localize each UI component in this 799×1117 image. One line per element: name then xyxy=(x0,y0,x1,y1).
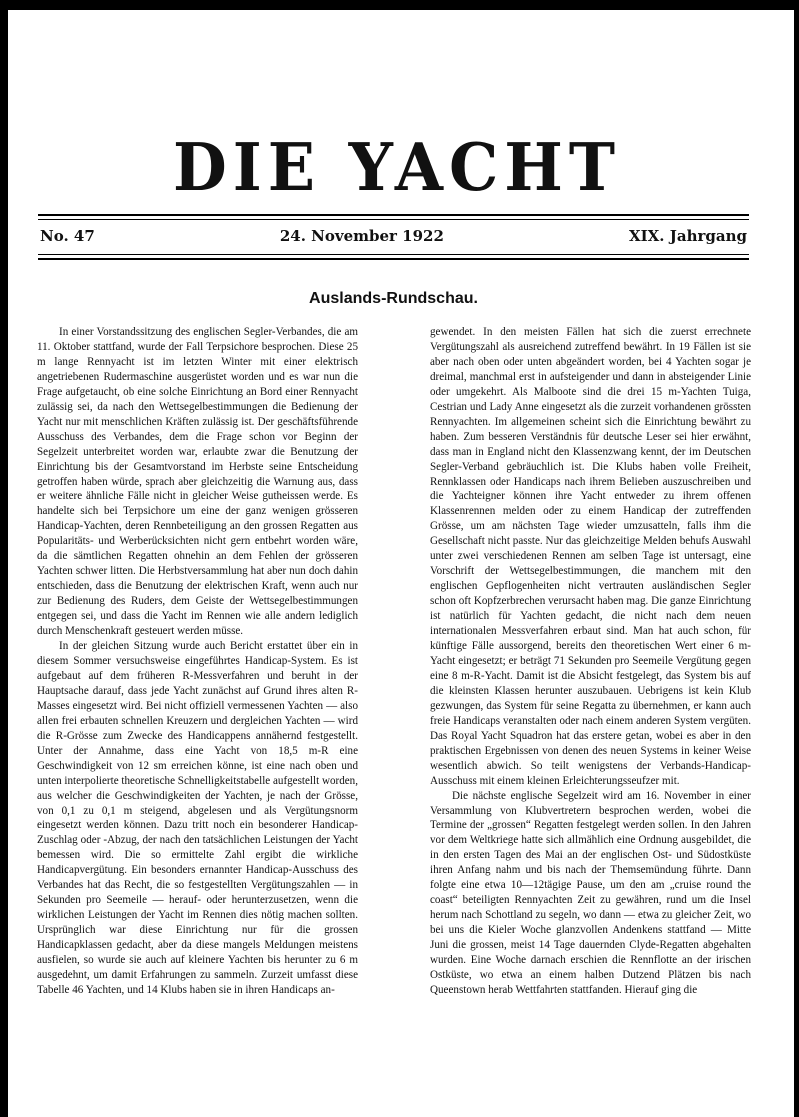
article-column-left xyxy=(37,325,358,998)
masthead-title: DIE YACHT xyxy=(172,129,622,206)
masthead-rule-top xyxy=(38,214,749,220)
article-column-right xyxy=(430,325,751,998)
scan-border-right xyxy=(794,0,799,1117)
paragraph: In der gleichen Sitzung wurde auch Bericht erstattet über ein in diesem Sommer versuchsweise eingeführtes Handicap-System. Es ist aufgebaut auf dem früheren R-Messverfahren und beruht in der Hauptsache darauf, dass jede Yacht zunächst auf Grund ihres alten R-Masses eingesetzt wird. Bei nicht offiziell vermessenen Yachten — also allen frei erbauten schnellen Kreuzern und dergleichen Yachten — wird die R-Grösse zum Zwecke des Handicappens annähernd festgestellt. Unter der Annahme, dass eine Yacht von 18,5 m-R eine Geschwindigkeit von 12 sm erreichen könne, ist eine nach oben und unten interpolierte theoretische Schnelligkeitstabelle aufgestellt worden, aus welcher die Geschwindigkeiten der Yachten, je nach der Grösse, von 0,1 zu 0,1 m steigend, abgelesen und als Vergütungsnorm eingesetzt werden können. Dazu tritt noch ein besonderer Handicap-Zuschlag oder -Abzug, der nach den tatsächlichen Leistungen der Yacht bemessen wird. Die so ermittelte Zahl ergibt die wirkliche Handicapvergütung. Ein besonders ernannter Handicap-Ausschuss des Verbandes hat das Recht, die so festgestellten Vergütungszahlen — in Sekunden pro Seemeile — herauf- oder herunterzusetzen, wenn die wirklichen Leistungen der Yacht im Rennen dies nötig machen sollten. Ursprünglich war diese Einrichtung nur für die grossen Handicapklassen gedacht, aber da diese mangels Meldungen meistens ausfielen, so wurde sie auch auf kleinere Yachten bis herunter zu 6 m ausgedehnt, um damit Erfahrungen zu sammeln. Zurzeit umfasst diese Tabelle 46 Yachten, und 14 Klubs haben sie in ihren Handicaps an- xyxy=(37,640,358,996)
paragraph: Die nächste englische Segelzeit wird am 16. November in einer Versammlung von Klubvertretern besprochen werden, wobei die Termine der „grossen“ Regatten festgelegt werden sollen. In den Jahren vor dem Weltkriege hatte sich allmählich eine Ordnung ausgebildet, die in den ersten Tagen des Mai an der englischen Ost- und Südostküste ihren Anfang nahm und bis nach der Themsemündung führte. Dann folgte eine etwa 10—12tägige Pause, um den am „cruise round the coast“ beteiligten Rennyachten Zeit zu gewähren, rund um die Insel herum nach Schottland zu segeln, wo dann — etwa zu gleicher Zeit, wo bei uns die Kieler Woche glanzvollen Andenkens stattfand — Mitte Juni die grossen, meist 14 Tage dauernden Clyde-Regatten abgehalten wurden. Eine Woche darnach erschien die Rennflotte an der irischen Ostküste, wo etwa an einem halben Dutzend Plätzen bis nach Queenstown herab Wettfahrten stattfanden. Hierauf ging die xyxy=(430,789,751,996)
scan-border-left xyxy=(0,0,8,1117)
issue-bar xyxy=(40,224,747,248)
article-title: Auslands-Rundschau. xyxy=(309,290,478,307)
scan-border-top xyxy=(0,0,799,10)
paragraph: gewendet. In den meisten Fällen hat sich die zuerst errechnete Vergütungszahl als ausreichend zutreffend bewährt. In 19 Fällen ist sie aber nach oben oder unten abgeändert worden, bei 4 Yachten sogar je dreimal, manchmal erst in aufsteigender und dann in absteigender Linie oder umgekehrt. Als Malboote sind die drei 15 m-Yachten Tuiga, Cestrian und Lady Anne eingesetzt als die zurzeit vorhandenen grössten Rennyachten. Im allgemeinen scheint sich die Einrichtung bewährt zu haben. Zum besseren Verständnis für deutsche Leser sei hier erwähnt, dass man in England nicht den Klassenzwang kennt, der im Deutschen Segler-Verband gebräuchlich ist. Die Klubs haben volle Freiheit, Rennklassen oder Handicaps nach ihrem Belieben auszuschreiben und die Yachteigner können ihre Yacht entweder zu ihrem offenen Klassenrennen melden oder zu einem Handicap der zutreffenden Grösse, um am nächsten Tage wieder umzusatteln, falls ihm die Gesellschaft nicht passte. Nur das gleichzeitige Melden behufs Auswahl unter zwei verschiedenen Rennen am selben Tage ist untersagt, eine Vorschrift der Wettsegelbestimmungen, die manchem mit den englischen Gepflogenheiten nicht vertrauten ausländischen Segler schon oft Kopfzerbrechen verursacht haben mag. Die ganze Einrichtung ist natürlich für Yachten gedacht, die nicht nach dem neuen internationalen Messverfahren erbaut sind. Man hat auch schon, für künftige Fälle aussorgend, bereits den theoretischen Wert einer 6 m-Yacht eingesetzt; er beträgt 71 Sekunden pro Seemeile Vergütung gegen eine 8 m-R-Yacht. Damit ist die Absicht festgelegt, das System bis auf die kleinsten Klassen herunter auszubauen. Uebrigens ist kein Klub gezwungen, das System für seine Regatta zu übernehmen, er kann auch freie Handicaps veranstalten oder nach einem anderen System vergüten. Das Royal Yacht Squadron hat das erstere getan, wobei es aber in den praktischen Ergebnissen von denen des neuen Systems in keiner Weise wesentlich abwich. So teilt wenigstens der Verbands-Handicap-Ausschuss mit einem kleinen Erleichterungsseufzer mit. xyxy=(430,326,751,787)
issue-date: 24. November 1922 xyxy=(279,227,444,245)
issue-volume: XIX. Jahrgang xyxy=(629,227,747,245)
paragraph: In einer Vorstandssitzung des englischen Segler-Verbandes, die am 11. Oktober stattfand, wurde der Fall Terpsichore besprochen. Diese 25 m lange Rennyacht ist im letzten Winter mit einer elektrisch angetriebenen Rudermaschine ausgerüstet worden und es war nun die Frage aufgetaucht, ob eine solche Einrichtung an Bord einer Rennyacht zulässig sei, da nach den Wettsegelbestimmungen die Bedienung der Yacht nur mit menschlichen Kräften zulässig ist. Der geschäftsführende Ausschuss des Verbandes, dem die Frage schon vor Beginn der Segelzeit unterbreitet worden war, erlaubte zwar die Benutzung der Einrichtung bis der Gesamtvorstand im Herbste seine Entscheidung getroffen haben würde, sprach aber gleichzeitig die Warnung aus, dass er weitere ähnliche Fälle nicht in gleicher Weise gutheissen werde. Es handelte sich bei Terpsichore um eine der ganz wenigen grösseren Handicap-Yachten, deren Rennbeteiligung an den grossen Regatten aus Popularitäts- und Werberücksichten nicht gern entbehrt worden wäre, da die sämtlichen Regatten ohnehin an dem Fehlen der grösseren Yachten schwer litten. Die Herbstversammlung hat aber nun doch dahin entschieden, dass die Benutzung der elektrischen Kraft, wenn auch nur zur Bedienung des Ruders, dem Geiste der Wettsegelbestimmungen entgegen sei, und dass die Yacht im Rennen wie alle andern lediglich durch Menschenkraft gesteuert werden müsse. xyxy=(37,326,358,638)
masthead-rule-bottom xyxy=(38,254,749,260)
issue-number: No. 47 xyxy=(40,227,95,245)
